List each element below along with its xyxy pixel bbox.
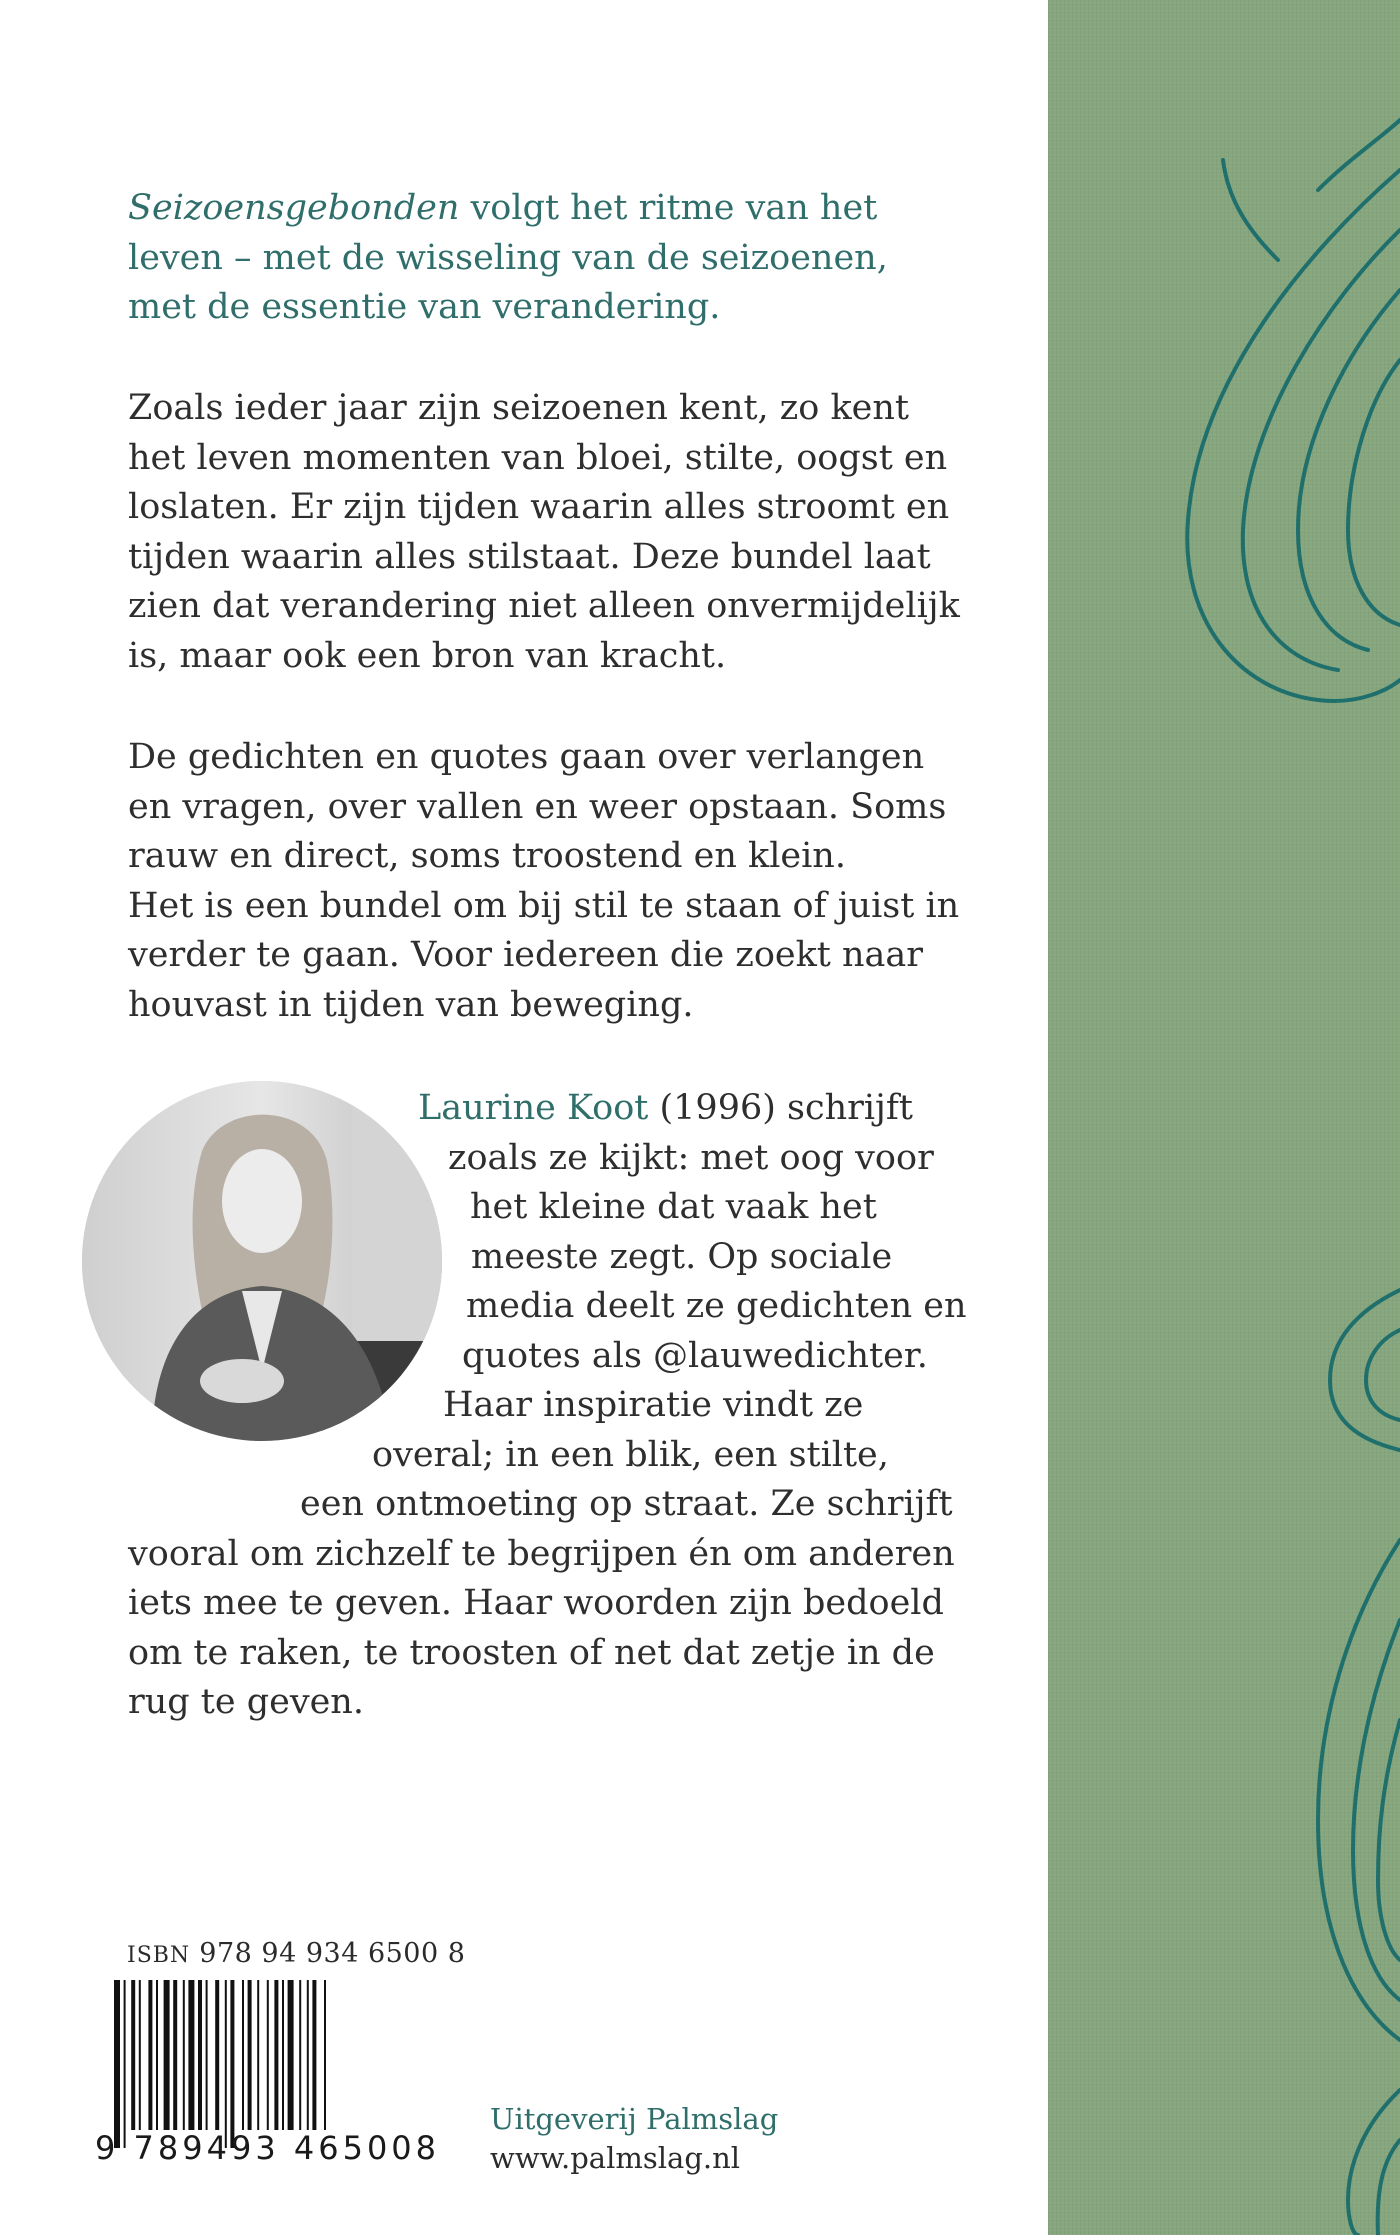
text-line: verder te gaan. Voor iedereen die zoekt naar <box>128 935 924 975</box>
bio-line-1 <box>418 1084 913 1134</box>
barcode-bar <box>139 1980 141 2130</box>
description-paragraph-2 <box>128 733 1008 1030</box>
bio-line: overal; in een blik, een stilte, <box>372 1435 889 1475</box>
barcode-bar <box>173 1980 177 2130</box>
barcode-bar <box>215 1980 219 2130</box>
barcode-bar <box>188 1980 194 2130</box>
description-paragraph-1 <box>128 384 1008 681</box>
barcode-bar <box>242 1980 244 2130</box>
intro-line-3: met de essentie van verandering. <box>128 287 721 327</box>
barcode-bar <box>206 1980 208 2130</box>
bio-line: een ontmoeting op straat. Ze schrijft <box>300 1484 953 1524</box>
intro-line-2: leven – met de wisseling van de seizoenen, <box>128 237 888 278</box>
text-line: De gedichten en quotes gaan over verlangen <box>128 737 925 777</box>
publisher-name: Uitgeverij Palmslag <box>490 2102 779 2136</box>
bio-line: media deelt ze gedichten en <box>466 1286 967 1326</box>
barcode-digits: 9 789493 465008 <box>95 2129 441 2167</box>
author-portrait-illustration <box>82 1081 442 1441</box>
barcode-bar <box>183 1980 185 2130</box>
barcode-bar <box>257 1980 259 2130</box>
isbn-number: 978 94 934 6500 8 <box>199 1938 466 1969</box>
barcode-bar <box>164 1980 170 2130</box>
author-photo <box>82 1081 442 1441</box>
bio-line: meeste zegt. Op sociale <box>471 1237 893 1277</box>
barcode-bar <box>299 1980 301 2130</box>
text-line: tijden waarin alles stilstaat. Deze bundel laat <box>128 536 931 577</box>
bio-line: het kleine dat vaak het <box>470 1187 877 1227</box>
bio-line: quotes als @lauwedichter. <box>462 1336 928 1376</box>
barcode-bar <box>312 1980 316 2130</box>
barcode-bar <box>282 1980 284 2130</box>
text-line: zien dat verandering niet alleen onvermijdelijk <box>128 586 960 626</box>
barcode-bar <box>198 1980 202 2130</box>
bio-line: vooral om zichzelf te begrijpen én om anderen <box>128 1534 955 1574</box>
barcode-bar <box>324 1980 326 2130</box>
barcode-bar <box>114 1980 120 2148</box>
barcode-bar <box>148 1980 152 2130</box>
text-line: rauw en direct, soms troostend en klein. <box>128 836 846 876</box>
bio-line: zoals ze kijkt: met oog voor <box>448 1138 934 1178</box>
text-line: het leven momenten van bloei, stilte, oogst en <box>128 437 948 478</box>
barcode-bar <box>230 1980 234 2148</box>
text-line: loslaten. Er zijn tijden waarin alles stroomt en <box>128 487 950 527</box>
bio-line-1-rest: (1996) schrijft <box>648 1088 913 1128</box>
decorative-side-panel <box>1048 0 1400 2235</box>
barcode-bar <box>225 1980 227 2148</box>
text-line: Zoals ieder jaar zijn seizoenen kent, zo kent <box>128 388 909 428</box>
leaf-line-art <box>1048 0 1400 2235</box>
text-line: houvast in tijden van beweging. <box>128 984 694 1025</box>
isbn-prefix: ISBN <box>127 1943 191 1968</box>
bio-line: Haar inspiratie vindt ze <box>443 1385 864 1425</box>
barcode-bar <box>274 1980 278 2130</box>
text-line: is, maar ook een bron van kracht. <box>128 635 727 676</box>
barcode-bar <box>131 1980 135 2130</box>
publisher-website: www.palmslag.nl <box>490 2141 741 2175</box>
intro-paragraph <box>128 184 1008 333</box>
bio-line: rug te geven. <box>128 1682 364 1722</box>
bio-line: iets mee te geven. Haar woorden zijn bedoeld <box>128 1583 944 1623</box>
barcode-bar <box>156 1980 158 2130</box>
bio-line: om te raken, te troosten of net dat zetje in de <box>128 1633 935 1673</box>
intro-line-1-rest: volgt het ritme van het <box>459 188 878 228</box>
barcode-bar <box>267 1980 269 2130</box>
text-line: Het is een bundel om bij stil te staan of juist in <box>128 885 960 926</box>
barcode-bar <box>248 1980 252 2130</box>
book-title-italic: Seizoensgebonden <box>128 188 460 228</box>
barcode-bar <box>307 1980 309 2130</box>
barcode-bar <box>288 1980 294 2130</box>
isbn-label <box>127 1938 465 1969</box>
text-line: en vragen, over vallen en weer opstaan. Soms <box>128 786 947 827</box>
intro-line-1 <box>128 184 1008 234</box>
author-name: Laurine Koot <box>418 1088 649 1128</box>
barcode-bar <box>124 1980 126 2148</box>
